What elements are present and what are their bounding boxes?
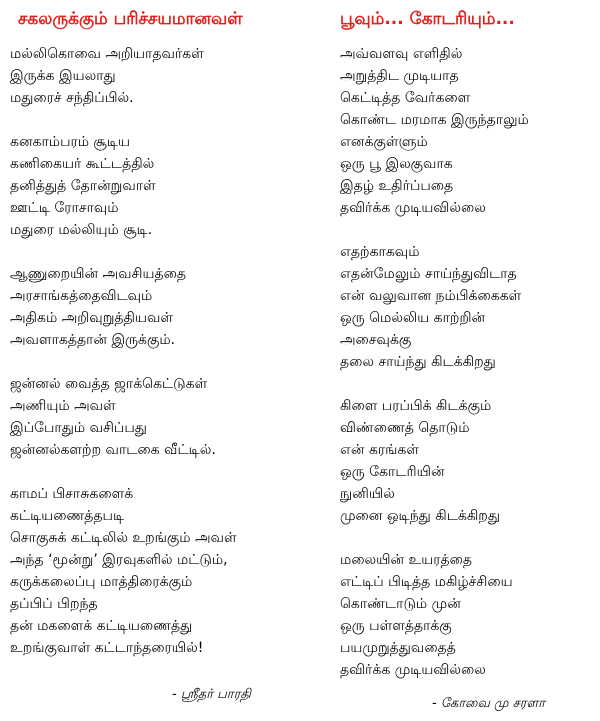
stanza-gap xyxy=(10,109,237,131)
poem-line: தவிர்க்க முடியவில்லை xyxy=(340,200,486,216)
poem-line: பயமுறுத்துவதைத் xyxy=(340,640,456,656)
poem-line: என் கரங்கள் xyxy=(340,442,419,458)
poem-author: - கோவை மு சரளா xyxy=(432,696,546,711)
poem-line: விண்ணைத் தொடும் xyxy=(340,420,470,436)
poem-line: முனை ஒடிந்து கிடக்கிறது xyxy=(340,508,500,524)
poem-line: இருக்க இயலாது xyxy=(10,68,116,84)
poem-title: சகலருக்கும் பரிச்சயமானவள் xyxy=(18,9,243,29)
poem-line: மதுரை மல்லியும் சூடி. xyxy=(10,222,153,238)
poem-line: ஒரு பள்ளத்தாக்கு xyxy=(340,618,452,634)
poem-line: ஜன்னல் வைத்த ஜாக்கெட்டுகள் xyxy=(10,376,208,392)
poem-line: ஒரு பூ இலகுவாக xyxy=(340,156,453,172)
poem-line: ஆணுறையின் அவசியத்தை xyxy=(10,266,186,282)
poem-line: அறுத்திட முடியாத xyxy=(340,68,459,84)
poem-line: உறங்குவாள் கட்டாந்தரையில்! xyxy=(10,640,204,656)
poem-line: எட்டிப் பிடித்த மகிழ்ச்சியை xyxy=(340,574,513,590)
poem-line: எதன்மேலும் சாய்ந்துவிடாத xyxy=(340,266,517,282)
stanza-gap xyxy=(340,219,529,241)
poem-line: ஒரு கோடரியின் xyxy=(340,464,445,480)
poem-line: மதுரைச் சந்திப்பில். xyxy=(10,90,134,106)
poem-line: அவளாகத்தான் இருக்கும். xyxy=(10,332,176,348)
poem-line: அணியும் அவள் xyxy=(10,398,116,414)
poem-line: தவிர்க்க முடியவில்லை xyxy=(340,662,486,678)
poem-line: கருக்கலைப்பு மாத்திரைக்கும் xyxy=(10,574,193,590)
poem-line: இதழ் உதிர்ப்பதை xyxy=(340,178,454,194)
poem-line: அசைவுக்கு xyxy=(340,332,412,348)
poem-line: எதற்காகவும் xyxy=(340,244,420,260)
stanza-gap xyxy=(340,527,529,549)
poem-line: கணிகையர் கூட்டத்தில் xyxy=(10,156,155,172)
poem-author: - ஸ்ரீதர் பாரதி xyxy=(172,687,251,702)
poem-line: நுனியில் xyxy=(340,486,395,502)
poem-line: தன் மகளைக் கட்டியணைத்து xyxy=(10,618,193,634)
poem-line: கொண்டாடும் முன் xyxy=(340,596,461,612)
stanza-gap xyxy=(10,351,237,373)
poem-line: தலை சாய்ந்து கிடக்கிறது xyxy=(340,354,496,370)
poem-line: கிளை பரப்பிக் கிடக்கும் xyxy=(340,398,492,414)
poem-line: தனித்துத் தோன்றுவாள் xyxy=(10,178,156,194)
poem-line: எனக்குள்ளும் xyxy=(340,134,428,150)
poem-line: அந்த ‘மூன்று’ இரவுகளில் மட்டும், xyxy=(10,552,228,568)
poem-line: கட்டியணைத்தபடி xyxy=(10,508,125,524)
poem-line: அதிகம் அறிவுறுத்தியவள் xyxy=(10,310,174,326)
poem-line: காமப் பிசாசுகளைக் xyxy=(10,486,134,502)
poem-line: மல்லிகொவை அறியாதவர்கள் xyxy=(10,46,204,62)
poem-line: ஜன்னல்களற்ற வாடகை வீட்டில். xyxy=(10,442,216,458)
poem-line: கெட்டித்த வேர்களை xyxy=(340,90,471,106)
poem-line: அரசாங்கத்தைவிடவும் xyxy=(10,288,153,304)
poem-line: அவ்வளவு எளிதில் xyxy=(340,46,463,62)
stanza-gap xyxy=(340,373,529,395)
poem-lines xyxy=(340,43,529,681)
stanza-gap xyxy=(10,241,237,263)
stanza-gap xyxy=(10,461,237,483)
poem-title: பூவும்... கோடரியும்... xyxy=(340,9,515,29)
poem-line: ஊட்டி ரோசாவும் xyxy=(10,200,119,216)
poem-line: கனகாம்பரம் சூடிய xyxy=(10,134,130,150)
poem-line: தப்பிப் பிறந்த xyxy=(10,596,98,612)
poem-line: மலையின் உயரத்தை xyxy=(340,552,472,568)
poem-line: இப்போதும் வசிப்பது xyxy=(10,420,147,436)
poem-lines xyxy=(10,43,237,659)
poem-line: சொகுசுக் கட்டிலில் உறங்கும் அவள் xyxy=(10,530,237,546)
poem-line: கொண்ட மரமாக இருந்தாலும் xyxy=(340,112,529,128)
poem-line: என் வலுவான நம்பிக்கைகள் xyxy=(340,288,522,304)
poem-line: ஒரு மெல்லிய காற்றின் xyxy=(340,310,486,326)
